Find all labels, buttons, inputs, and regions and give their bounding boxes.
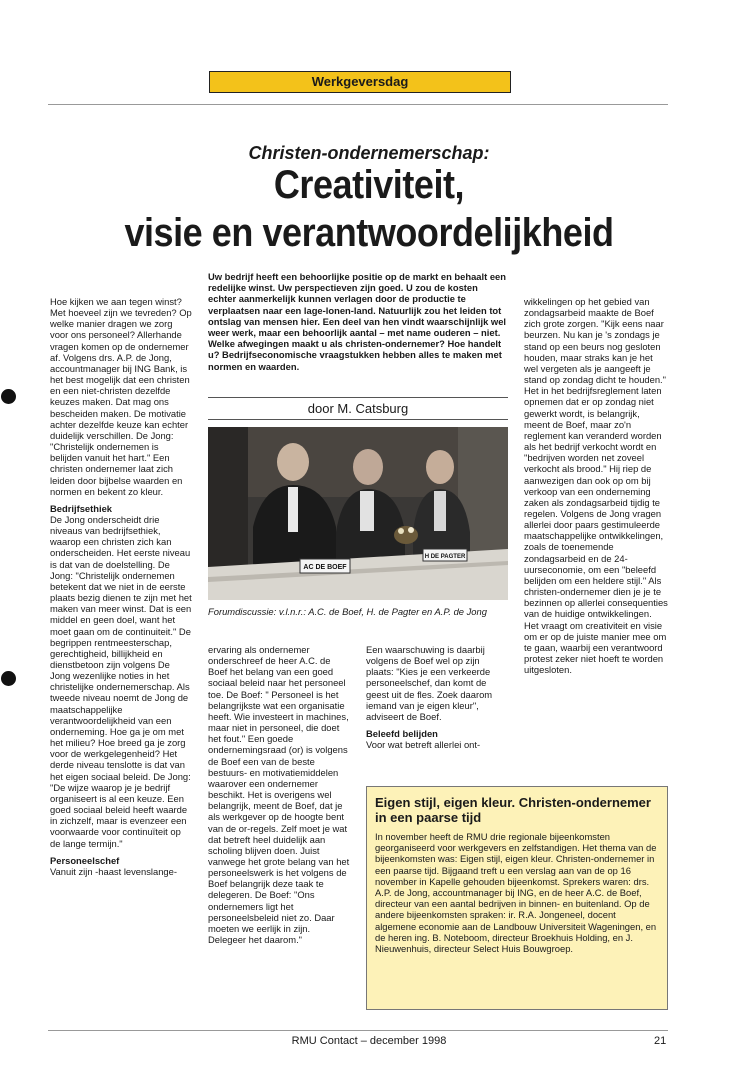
page-number: 21 [654, 1035, 667, 1047]
body-text: Vanuit zijn -haast levenslange- [50, 865, 177, 877]
photo-caption: Forumdiscussie: v.l.n.r.: A.C. de Boef, H. de Pagter en A.P. de Jong [208, 606, 487, 617]
headline-line-1: Creativiteit, [273, 163, 465, 207]
subheading: Beleefd belijden [366, 728, 438, 740]
body-text: De Jong onderscheidt drie niveaus van bedrijfsethiek, waarop een christen zich kan onderscheiden. Het eerste niveau is dat van de doelstelling. De Jong: "Christelijk ondernemen betekent dat we niet in de eerste plaats bezig dienen te zijn met het maken van meer winst. Dat is een middel en geen doel, want het moet gaan om de continuiteit." De begrippen rentmeesterschap, gerechtigheid, billijkheid en dienstbetoon zijn volgens De Jong wezenlijke noties in het christelijke ondernemerschap. Als tweede niveau noemt de Jong de maatschappelijke verantwoordelijkheid van een onderneming. Hoe ga je om met het milieu? Hoe breed ga je zorg voor de werkgelegenheid? Het derde niveau tenslotte is dat van het eigen sociaal beleid. De Jong: "De wijze waarop je je bedrijf organiseert is al een keuze. Een goed sociaal beleid heeft waarde in zichzelf, maar is evenzeer een voorwaarde voor continuïteit op de lange termijn." [50, 513, 192, 849]
subheading: Personeelschef [50, 854, 120, 866]
name-plate-2: H DE PAGTER [424, 554, 466, 560]
byline-rule-top [208, 397, 508, 398]
body-text: ervaring als ondernemer onderschreef de heer A.C. de Boef het belang van een goed sociaal beleid naar het personeel toe. De Boef: " Personeel is het belangrijkste wat een organisatie heeft. Wie investeert in machines, maar niet in personeel, die doet het fout." Een goede ondernemingsraad (or) is volgens de Boef een van de beste bestuurs- en motivatiemiddelen waarover een ondernemer beschikt. Het is overigens wel belangrijk, meent de Boef, dat je als werkgever op de hoogte bent van de or-regels. Zelf moet je wat dat betreft heel duidelijk aan scholing blijven doen. Juist vanwege het grote belang van het personeelswerk is het volgens de Boef belangrijk deze taak te delegeren. De Boef: "Ons ondernemers ligt het personeelsbeleid niet zo. Daar moeten we eerlijk in zijn. Delegeer het daarom." [208, 644, 350, 946]
kicker: Christen-ondernemerschap: [248, 143, 490, 163]
top-rule [48, 104, 668, 105]
bullet-mark [1, 389, 16, 404]
headline-line-2: visie en verantwoordelijkheid [124, 211, 614, 255]
byline-rule-bottom [208, 419, 508, 420]
bullet-mark [1, 671, 16, 686]
article-column-1 [50, 296, 192, 877]
info-box-body: In november heeft de RMU drie regionale bijeenkomsten georganiseerd voor werkgevers en zelfstandigen. Het thema van de bijeenkomsten was: Eigen stijl, eigen kleur. Christen-ondernemer in een paarse tijd. Bijgaand treft u een verslag aan van de op 16 november in Kapelle gehouden bijeenkomst. Sprekers waren: drs. A.P. de Jong, accountmanager bij ING, en de heer A.C. de Boef, directeur van een aantal bedrijven in binnen- en buitenland. Op de andere bijeenkomsten spraken: ir. R.A. Jongeneel, docent algemene economie aan de Landbouw Universiteit Wageningen, en de heren ing. B. Noteboom, directeur Broekhuis Holding, en J. Nieuwenhuis, directeur Select Huis Bouwgroep. [375, 831, 657, 955]
forum-photo-illustration [208, 427, 508, 600]
info-box-title: Eigen stijl, eigen kleur. Christen-ondernemer in een paarse tijd [375, 795, 651, 825]
intro-paragraph: Uw bedrijf heeft een behoorlijke positie op de markt en behaalt een redelijke winst. Uw perspectieven zijn goed. U zou de kosten echter aanmerkelijk kunnen verlagen door de productie te verplaatsen naar een lage-lonen-land. Natuurlijk zou het leiden tot ontslag van mensen hier. Een deel van hen vindt waarschijnlijk wel weer werk, maar een behoorlijk aantal – met name ouderen – niet. Welke afwegingen maakt u als christen-ondernemer? Hoe handelt u? Bedrijfseconomische vraagstukken hebben alles te maken met normen en waarden. [208, 271, 507, 372]
bottom-rule [48, 1030, 668, 1031]
section-tag: Werkgeversdag [209, 71, 511, 93]
info-box [366, 786, 668, 1010]
article-column-4 [524, 296, 668, 675]
name-plate-1: AC DE BOEF [303, 564, 347, 571]
body-text: Voor wat betreft allerlei ont- [366, 739, 481, 751]
article-column-2 [208, 644, 350, 945]
body-text: wikkelingen op het gebied van zondagsarbeid maakte de Boef zich grote zorgen. "Kijk eens naar beurzen. Nu kan je 's zondags je stand op een beurs nog gesloten houden, maar straks kan je het wel vergeten als je aangeeft je stand op zondag dicht te houden." Het in het bedrijfsreglement laten opnemen dat er op zondag niet gewerkt wordt, is belangrijk, meent de Boef, maar zo'n reglement kan veranderd worden als het bedrijf verkocht wordt en "bedrijven worden net zoveel verkocht als brood." Hij riep de aanwezigen dan ook op om bij verkoop van een onderneming zaken als zondagsarbeid tijdig te regelen. Volgens de Jong vragen allerlei door paars gestimuleerde maatschappelijke ontwikkelingen, zoals de toenemende zondagsarbeid en de 24-uurseconomie, om een "beleefd belijden om een heldere stijl." Als christen-ondernemer dien je je te bezinnen op allerlei consequenties van de huidige ontwikkelingen. Het vraagt om creativiteit en visie om er op de juiste manier mee om te gaan, waarbij een verantwoord protest zeker niet hoeft te worden uitgesloten. [524, 296, 668, 676]
body-text: Hoe kijken we aan tegen winst? Met hoeveel zijn we tevreden? Op welke manier dragen we zorg voor ons personeel? Allerhande vragen komen op de ondernemer af. Volgens drs. A.P. de Jong, accountmanager bij ING Bank, is het best mogelijk dat een christen en een niet-christen dezelfde keuzes maken. Dat mag ons bescheiden maken. De motivatie achter dezelfde keuze kan echter duidelijk verschillen. De Jong: "Christelijk ondernemen is belijden vanuit het hart." Een christen ondernemer laat zich leiden door bijbelse waarden en normen en bekent zo kleur. [50, 296, 192, 497]
forum-photo [208, 427, 508, 600]
subheading: Bedrijfsethiek [50, 502, 112, 514]
byline: door M. Catsburg [307, 401, 409, 416]
footer-publication: RMU Contact – december 1998 [291, 1035, 447, 1047]
body-text: Een waarschuwing is daarbij volgens de Boef wel op zijn plaats: "Kies je een verkeerde personeelschef, dan komt de geest uit de fles. Zoek daarom iemand van je eigen kleur", adviseert de Boef. [366, 644, 493, 722]
article-column-3 [366, 644, 508, 750]
